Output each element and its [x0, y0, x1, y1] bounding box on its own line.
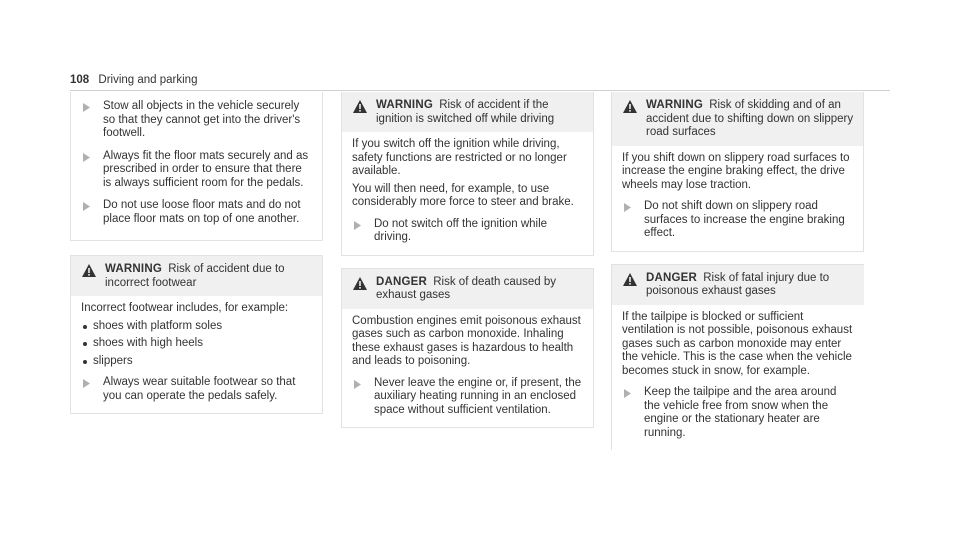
danger-box-exhaust — [341, 268, 594, 429]
arrow-right-icon — [354, 380, 361, 389]
warning-title: Risk of skidding and of an accident due to shifting down on slippery road surfaces — [646, 99, 854, 138]
instruction-step: Always fit the floor mats securely and as prescribed in order to ensure that there is always sufficient room for the pedals. — [71, 150, 312, 191]
list-item: shoes with platform soles — [81, 320, 312, 334]
danger-title: Risk of fatal injury due to poisonous exhaust gases — [646, 271, 830, 297]
warning-text: If you shift down on slippery road surfaces to increase the engine braking effect, the drive wheels may lose traction. — [622, 151, 850, 191]
warning-box-skidding — [611, 92, 864, 252]
warning-triangle-icon — [623, 273, 637, 286]
warning-title: Risk of accident if the ignition is switched off while driving — [376, 99, 555, 125]
list-item: shoes with high heels — [81, 337, 312, 351]
warning-triangle-icon — [82, 264, 96, 277]
warning-intro: Incorrect footwear includes, for example: — [81, 302, 289, 314]
warning-box-footwear — [70, 255, 323, 414]
instruction-step: Always wear suitable footwear so that you can operate the pedals safely. — [81, 376, 312, 403]
arrow-right-icon — [83, 202, 90, 211]
warning-label: WARNING — [646, 99, 703, 111]
arrow-right-icon — [83, 379, 90, 388]
danger-title: Risk of death caused by exhaust gases — [376, 275, 556, 301]
arrow-right-icon — [354, 221, 361, 230]
instruction-step: Do not use loose floor mats and do not place floor mats on top of one another. — [71, 199, 312, 226]
warning-header — [71, 256, 322, 296]
arrow-right-icon — [624, 203, 631, 212]
column-2 — [341, 92, 594, 428]
instruction-step: Stow all objects in the vehicle securely so that they cannot get into the driver's footwell. — [71, 100, 312, 141]
arrow-right-icon — [624, 389, 631, 398]
page-header — [70, 74, 197, 86]
danger-header — [612, 265, 864, 305]
arrow-right-icon — [83, 153, 90, 162]
header-divider — [70, 90, 890, 91]
column-3 — [611, 92, 864, 450]
danger-label: DANGER — [646, 271, 698, 284]
section-title: Driving and parking — [98, 74, 198, 86]
warning-triangle-icon — [353, 100, 367, 113]
danger-header — [342, 269, 593, 309]
warning-box-ignition — [341, 92, 594, 256]
danger-text: Combustion engines emit poisonous exhaust gases such as carbon monoxide. Inhaling these exhaust gases is hazardous to health and leads to poisoning. — [352, 314, 581, 367]
warning-label: WARNING — [376, 99, 433, 111]
instruction-step: Do not shift down on slippery road surfaces to increase the engine braking effect. — [622, 200, 853, 241]
page-number: 108 — [70, 74, 90, 86]
instruction-step: Do not switch off the ignition while driving. — [352, 218, 583, 245]
column-1 — [70, 92, 323, 414]
warning-triangle-icon — [353, 277, 367, 290]
warning-title: Risk of accident due to incorrect footwear — [105, 263, 285, 289]
warning-triangle-icon — [623, 100, 637, 113]
instruction-steps — [70, 92, 323, 241]
instruction-step: Never leave the engine or, if present, the auxiliary heating running in an enclosed space without sufficient ventilation. — [352, 377, 583, 418]
danger-box-tailpipe — [611, 264, 864, 451]
instruction-step: Keep the tailpipe and the area around the vehicle free from snow when the engine or the stationary heater are running. — [622, 386, 854, 440]
footwear-list — [81, 320, 312, 369]
warning-label: WARNING — [105, 263, 162, 275]
warning-header — [342, 92, 593, 132]
arrow-right-icon — [83, 103, 90, 112]
list-item: slippers — [81, 355, 312, 369]
danger-label: DANGER — [376, 275, 428, 288]
warning-text: If you switch off the ignition while driving, safety functions are restricted or no longer available. — [352, 138, 567, 177]
danger-text: If the tailpipe is blocked or sufficient ventilation is not possible, poisonous exhaust gases such as carbon monoxide may enter the vehicle. This is the case when the vehicle becomes stuck in snow, for example. — [622, 310, 853, 377]
warning-text: You will then need, for example, to use considerably more force to steer and brake. — [352, 182, 574, 208]
warning-header — [612, 92, 863, 146]
